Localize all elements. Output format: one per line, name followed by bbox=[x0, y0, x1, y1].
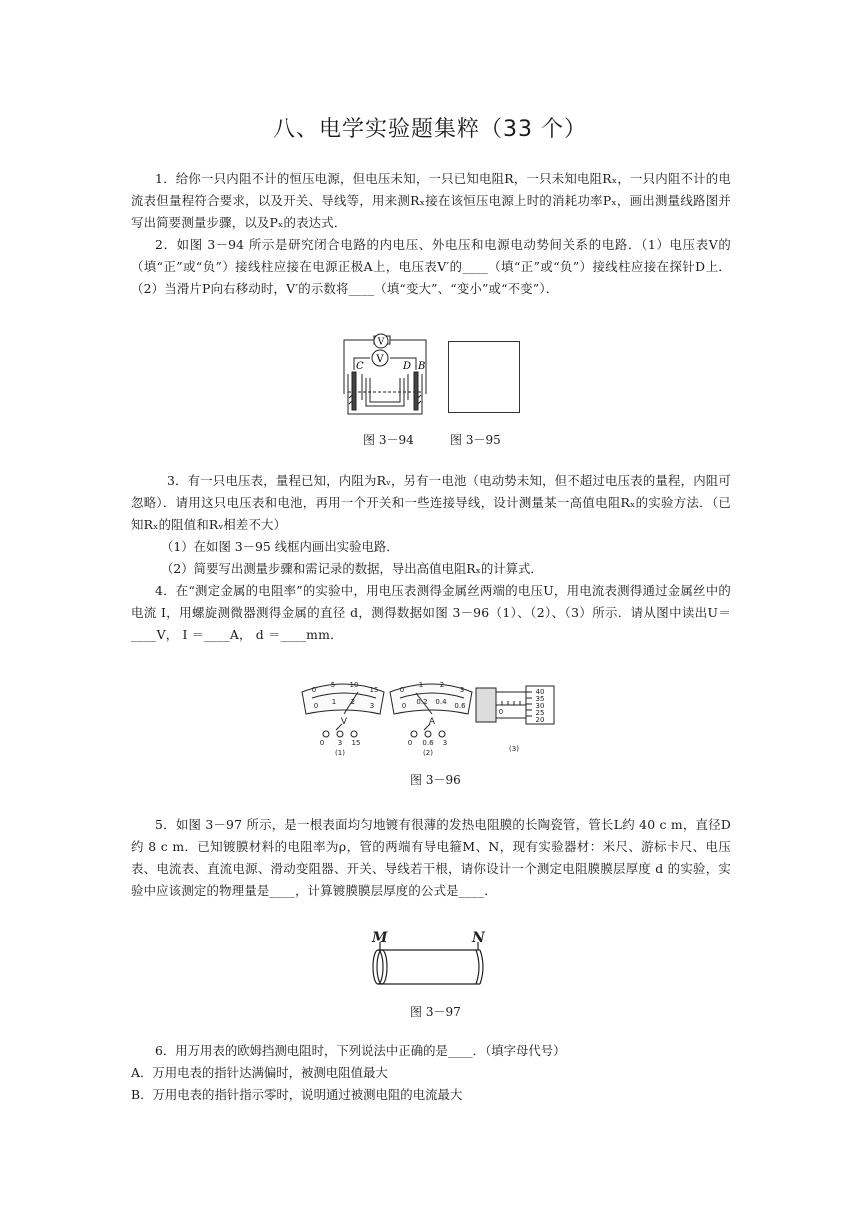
figure-3-97-caption: 图 3－97 bbox=[410, 1005, 461, 1019]
fig97-label-n: N bbox=[472, 930, 485, 946]
v-top-scale-0: 0 bbox=[311, 686, 317, 694]
figure-3-94-caption: 图 3－94 bbox=[363, 433, 414, 447]
a-bot-scale-0: 0 bbox=[401, 702, 407, 710]
question-4: 4．在“测定金属的电阻率”的实验中，用电压表测得金属丝两端的电压U，用电流表测得通过金属丝中的电流 I，用螺旋测微器测得金属的直径 d，测得数据如图 3－96（1）、（2）、（3）所示．请从图中读出U＝____V， I ＝____A， d ＝____mm． bbox=[131, 583, 731, 642]
a-sub-label: (2) bbox=[423, 749, 433, 756]
fig94-label-c: C bbox=[356, 361, 364, 372]
a-top-scale-3: 3 bbox=[459, 686, 465, 694]
v-top-scale-2: 10 bbox=[349, 681, 359, 689]
a-terminal-1: 0.6 bbox=[422, 739, 434, 747]
figure-3-96-caption: 图 3－96 bbox=[410, 773, 461, 787]
m-scale-0: 40 bbox=[535, 688, 545, 696]
a-bot-scale-2: 0.4 bbox=[435, 698, 447, 706]
m-scale-4: 20 bbox=[535, 716, 545, 724]
m-zero-label: 0 bbox=[498, 708, 504, 716]
question-5: 5．如图 3－97 所示，是一根表面均匀地镀有很薄的发热电阻膜的长陶瓷管，管长L约 40 c m，直径D约 8 c m．已知镀膜材料的电阻率为ρ，管的两端有导电箍M、N，现有实验器材：米尺、游标卡尺、电压表、电流表、直流电源、滑动变阻器、开关、导线若干根，请你设计一个测定电阻膜膜层厚度 d 的实验，实验中应该测定的物理量是____，计算镀膜膜层厚度的公式是____． bbox=[131, 817, 731, 898]
question-6-option-a: A．万用电表的指针达满偏时，被测电阻值最大 bbox=[131, 1065, 388, 1080]
fig94-label-b: B bbox=[418, 361, 426, 372]
micrometer-icon bbox=[476, 688, 496, 722]
fig94-v2-label: V bbox=[376, 354, 384, 365]
question-6: 6．用万用表的欧姆挡测电阻时，下列说法中正确的是____．（填字母代号） bbox=[155, 1043, 566, 1058]
m-scale-2: 30 bbox=[535, 702, 545, 710]
question-2: 2．如图 3－94 所示是研究闭合电路的内电压、外电压和电源电动势间关系的电路．（1）电压表V的（填“正”或“负”）接线柱应接在电源正极A上，电压表V′的____（填“正”或“负”）接线柱应接在探针D上．（2）当滑片P向右移动时，V′的示数将____（填“变大”、“变小”或“不变”）． bbox=[131, 237, 731, 296]
fig97-label-m: M bbox=[372, 930, 388, 946]
question-3: 3．有一只电压表，量程已知，内阻为Rᵥ，另有一电池（电动势未知，但不超过电压表的量程，内阻可忽略）．请用这只电压表和电池，再用一个开关和一些连接导线，设计测量某一高值电阻Rₓ的实验方法．（已知Rₓ的阻值和Rᵥ相差不大） bbox=[131, 473, 731, 532]
a-bot-scale-1: 0.2 bbox=[416, 698, 428, 706]
v-bot-scale-1: 1 bbox=[331, 698, 337, 706]
a-top-scale-2: 2 bbox=[439, 681, 445, 689]
v-bot-scale-3: 3 bbox=[369, 702, 375, 710]
m-scale-1: 35 bbox=[535, 695, 545, 703]
v-top-scale-3: 15 bbox=[369, 686, 379, 694]
question-1: 1．给你一只内阻不计的恒压电源，但电压未知，一只已知电阻R，一只未知电阻Rₓ，一只内阻不计的电流表但量程符合要求，以及开关、导线等，用来测Rₓ接在该恒压电源上时的消耗功率Pₓ，画出测量线路图并写出简要测量步骤，以及Pₓ的表达式． bbox=[131, 171, 731, 230]
v-terminal-2: 15 bbox=[351, 739, 361, 747]
figure-3-96-meters bbox=[298, 678, 562, 756]
a-terminal-2: 3 bbox=[442, 739, 448, 747]
v-terminal-0: 0 bbox=[319, 739, 325, 747]
m-sub-label: (3) bbox=[509, 745, 519, 753]
figure-3-97-ceramic-tube bbox=[366, 930, 490, 992]
a-terminal-0: 0 bbox=[407, 739, 413, 747]
figure-3-95-box bbox=[448, 341, 520, 413]
a-top-scale-1: 1 bbox=[418, 681, 424, 689]
v-terminal-1: 3 bbox=[337, 739, 343, 747]
v-bot-scale-0: 0 bbox=[313, 702, 319, 710]
a-bot-scale-3: 0.6 bbox=[454, 702, 466, 710]
v-top-scale-1: 5 bbox=[330, 681, 336, 689]
v-sub-label: (1) bbox=[335, 749, 345, 756]
v-bot-scale-2: 2 bbox=[350, 698, 356, 706]
a-top-scale-0: 0 bbox=[399, 686, 405, 694]
voltmeter-symbol: V bbox=[340, 717, 348, 727]
m-scale-3: 25 bbox=[535, 709, 545, 717]
fig94-v1-label: V bbox=[377, 337, 385, 348]
ammeter-symbol: A bbox=[428, 717, 436, 727]
fig94-label-d: D bbox=[403, 361, 412, 372]
question-3-part-2: （2）简要写出测量步骤和需记录的数据，导出高值电阻Rₓ的计算式． bbox=[161, 561, 543, 576]
voltmeter-v-icon bbox=[367, 332, 397, 356]
question-6-option-b: B．万用电表的指针指示零时，说明通过被测电阻的电流最大 bbox=[131, 1087, 463, 1102]
figure-3-95-caption: 图 3－95 bbox=[450, 433, 501, 447]
page-title: 八、电学实验题集粹（33 个） bbox=[273, 117, 587, 142]
question-3-part-1: （1）在如图 3－95 线框内画出实验电路． bbox=[161, 539, 399, 554]
